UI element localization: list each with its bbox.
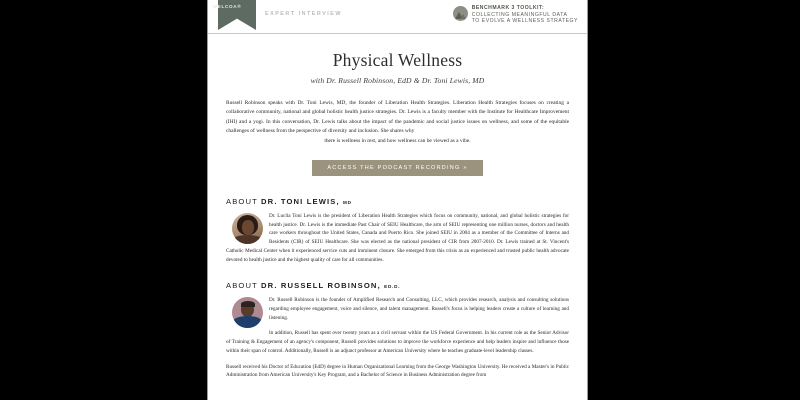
bio-text-russell-robinson — [226, 296, 569, 380]
toni-lewis-avatar — [232, 213, 263, 244]
document-page — [207, 0, 588, 400]
about-heading-russell-robinson — [226, 281, 569, 290]
russell-robinson-avatar — [232, 297, 263, 328]
about-heading-lead: ABOUT — [226, 196, 258, 206]
bio-block-toni-lewis — [226, 212, 569, 264]
mountain-seal-icon — [453, 6, 468, 21]
bio-paragraph: In addition, Russell has spent over twenty years as a civil servant within the US Federal Government. In his current role as the Senior Advisor of Training & Engagement of an agency's component, Russell provides solutions to improve the workforce experience and help leaders inspire and influence those within their span of control. Additionally, Russell is an adjunct professor at American University where he teaches graduate-level leadership classes. — [226, 330, 569, 354]
about-section-toni-lewis — [226, 197, 569, 264]
bio-block-russell-robinson — [226, 296, 569, 380]
about-heading-name: DR. RUSSELL ROBINSON, — [261, 281, 381, 291]
bio-text-toni-lewis — [226, 212, 569, 264]
viewer-right-gutter — [589, 0, 800, 400]
about-heading-degree: ED.D. — [384, 284, 401, 290]
page-subtitle: with Dr. Russell Robinson, EdD & Dr. Toni Lewis, MD — [310, 76, 485, 85]
welcoa-logo-text: WELCOA® — [212, 4, 242, 9]
page-body — [208, 50, 587, 380]
toolkit-text-lines — [472, 5, 578, 25]
toolkit-badge — [453, 5, 578, 25]
page-header — [208, 0, 587, 34]
expert-interview-label: EXPERT INTERVIEW — [265, 11, 342, 17]
intro-last-line: there is wellness in rest, and how wellness can be viewed as a vibe. — [324, 137, 471, 144]
bio-paragraph: Dr. Russell Robinson is the founder of Amplified Research and Consulting, LLC, which provides research, analysis and consulting solutions regarding employee engagement, voice and silence, and talent management. Russell's focus is helping leaders create a culture of learning and listening. — [269, 297, 569, 321]
viewer-left-gutter — [0, 0, 207, 400]
avatar-shoulders — [233, 235, 262, 244]
toolkit-line-2: COLLECTING MEANINGFUL DATA — [471, 11, 568, 18]
about-heading-toni-lewis — [226, 197, 569, 206]
bio-paragraph: Dr. Lucila Toni Lewis is the president of Liberation Health Strategies which focus on community, national, and global holistic strategies for health justice. Dr. Lewis is the immediate Past Chair of SEIU Healthcare, the arm of SEIU representing one million nurses, doctors and health care workers throughout the United States, Canada and Puerto Rico. She joined SEIU in 2004 as a member of the Committee of Interns and Residents (CIR) of SEIU Healthcare. She was elected as the national president of CIR from 2007-2010. Dr. Lewis trained at St. Vincent's Catholic Medical Center when it experienced service cuts and imminent closure. She emerged from this crisis as an experienced and trusted public health advocate devoted to health justice and the highest quality of care for all communities. — [226, 212, 569, 263]
about-heading-lead: ABOUT — [226, 281, 258, 291]
avatar-shoulders — [233, 316, 262, 328]
page-title: Physical Wellness — [332, 50, 463, 70]
toolkit-line-3: TO EVOLVE A WELLNESS STRATEGY — [471, 18, 578, 25]
about-heading-name: DR. TONI LEWIS, — [261, 196, 340, 206]
cta-row — [226, 160, 569, 176]
intro-paragraph — [226, 99, 569, 146]
toolkit-line-1: BENCHMARK 3 TOOLKIT: — [471, 5, 545, 11]
about-heading-degree: MD — [343, 199, 352, 205]
access-podcast-recording-button[interactable]: ACCESS THE PODCAST RECORDING » — [312, 160, 482, 176]
bio-paragraph: Russell received his Doctor of Education (EdD) degree in Human Organizational Learning from the George Washington University. He received a Master's in Public Administration from American University's Key Program, and a Bachelor of Science in Business Administration degree from — [226, 363, 569, 379]
intro-text: Russell Robinson speaks with Dr. Toni Lewis, MD, the founder of Liberation Health Strategies. Liberation Health Strategies focuses on creating a collaborative community, national and global holistic health justice strategies. Dr. Lewis is a faculty member with the Institute for Healthcare Improvement (IHI) and a yogi. In this conversation, Dr. Lewis talks about the impact of the pandemic and social justice issues on wellness, and some of the equitable challenges of wellness from the perspective of diversity and inclusion. She shares why — [226, 100, 569, 135]
about-section-russell-robinson — [226, 281, 569, 380]
